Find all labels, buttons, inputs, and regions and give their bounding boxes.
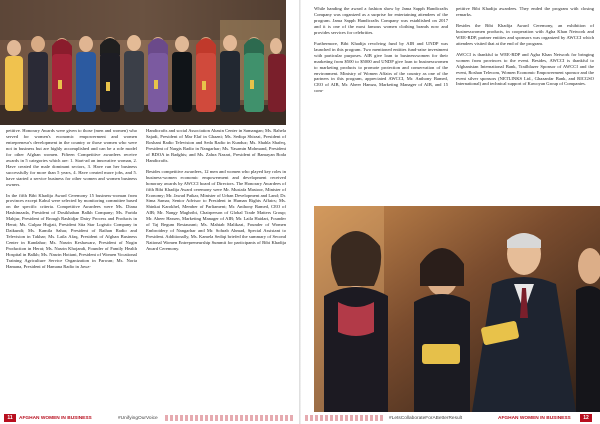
left-page: [0, 0, 299, 424]
paragraph: petitive Bibi Khadija awardees. They ended the program with closing remarks.: [456, 6, 594, 17]
right-column-1: [314, 6, 448, 99]
left-column-1: [6, 128, 137, 275]
hashtag: #UnifyingOurVoice: [118, 416, 158, 421]
right-page: [301, 0, 600, 424]
award-handover-photo: [314, 206, 600, 412]
left-footer: [0, 412, 299, 424]
hashtag: #LetsCollaborateForABetterResult: [389, 416, 463, 421]
footer-decoration: [165, 415, 295, 421]
paragraph: While handing the award a fashion show by Jama Sapph Handicrafts Company was organized as a surprise for entertaining attendees of the program. Jama Sapph Handicrafts Company was established on 2017 and it is one of the most famous women clothing brands now and provides services for celebrities.: [314, 6, 448, 35]
right-footer: [301, 412, 600, 424]
paragraph: Furthermore, Bibi Khadija revolving fund by AIB and UNDP was launched in this program. Two mentioned entities fund-raise investment with particular purposes. AIB give loan to businesswomen for their marketing from $500 to $5000 and UNDP give loan to businesswomen to marketing products to promote protection and conservation of the environment. Ministry of Women Affairs of the country as one of the partners in this program, appreciated AWCCI, Mr. Anthony Bamed, CEO of AIB, Mr. Abeer Hamza, Marketing Manager of AIB, and 15 com-: [314, 40, 448, 94]
paragraph: AWCCI is thankful to WEE-RDP and Agha Khan Network for bringing women from provinces to the event. Besides, AWCCI is thankful to Afghanistan International Bank, Trailblazer Sponsor of AWCCI and the event, Roshan Telecom, Women Economic Empowerment sponsor and the event silver sponsors (NETLINKS Ltd., Ghazanfar Bank, and RICGSO International) and technical support of Kawoyan Group of Companies.: [456, 51, 594, 87]
paragraph: petitive. Honorary Awards were given to those (men and women) who served for women's economic empowerment and women entrepreneur's development in the country or those women who were not in business but are highly accomplished and can be a role model for other Afghan women. Fifteen Competitive awardees receive awards in 5 categories which are: 1. Start-ad an innovative woman, 2. Have created the male dominant sectors, 3. Have run her business successfully for more than 5 years, 4. Have created more jobs, and 5. have started a service business for other women and women business owners.: [6, 128, 137, 187]
paragraph: Besides competitive awardees, 12 men and women who played key roles in business-women economic empowerment and development received honorary awards by AWCCI board of Directors. The Honorary Awardees of fifth Bibi Khadija Award ceremony were Mr. Mustafa Mastoor, Minister of Economy; Mr. Jawad Paikar, Minister of Urban Development and Land; Dr. Sima Samar, Senior Advisor to President in Human Rights Affairs; Ms. Shinkai Karokhel, Member of Parliament; Mr. Anthony Bamed, CEO of AIB; Mr. Nangy Maghribi, Chairperson of Global Trade Matters Group; Mr. Abeer Hassen, Marketing Manager of AIB; Mr. Laila Haidari, Founder of Taj Begum Restaurant; Ms. Mahtab Malikzai, Founder of Women Embroidery of Nangarhar and Mr. Sohrab Ahmad, Special Assistant to President. Additionally, Ms. Kamela Sediqi briefed the summary of Second National Women Entrepreneurship Summit for participants of Bibi Khadija Award Ceremony.: [146, 168, 286, 252]
page-number: 11: [4, 414, 16, 422]
paragraph: In the fifth Bibi Khadija Award Ceremony 15 business-woman from provinces except Kabul were selected by monitoring committee based on the specific criteria. Competitive Awardees were Ms. Diana Hashimzada, President of Dosikhaban Balkh Company; Ms. Farida Mahjur, President of Brough Rashidjar Dairy Process and Products in Herat; Ms. Gulpar Hujjati, President Sita Star Logistic Company in Daikundi; Ms. Kamila Sahar, President of Raihan Radio and Television in Takhar; Ms. Laila Afaq, President of Afghan Business Center in Kandahar; Ms. Nasrin Keshawarz, President of Nogin Production in Herat; Ms. Nasrin Khojandi, Founder of Family Health Hospital in Balkh; Ms. Nasrin Hotiani, President of Women Vocational Training Agriculture Service Organization in Parwan; Ms. Noria Hamana, President of Hamana Radio in Jawz-: [6, 192, 137, 269]
footer-decoration: [305, 415, 385, 421]
paragraph: Handicrafts and social Association Abasin Center in Samangan; Ms. Rahela Sajadi, President of Mar Elaf in Ghazni; Ms. Sediqa Shirzai, President of Roshani Radio Television and Seda Radio in Kunduz; Ms. Shahla Shafeq, President of Nargis Radio in Nangarhar; Ms. Yasamin Mohmand, President of BDOA in Badghis; and Ms. Zahra Nazari, President of Bamayan Boda Handicrafts.: [146, 128, 286, 163]
publication-title: AFGHAN WOMEN IN BUSINESS: [498, 416, 571, 421]
publication-title: AFGHAN WOMEN IN BUSINESS: [19, 416, 92, 421]
left-column-2: [146, 128, 286, 257]
award-group-photo: [0, 0, 286, 125]
paragraph: Besides the Bibi Khadija Award Ceremony, an exhibition of businesswomen products, in cooperation with Agha Khan Network and WEE-RDP, partner entities and sponsors was organized by AWCCI which attendees visited that at the end of the program.: [456, 22, 594, 46]
page-number: 12: [580, 414, 592, 422]
right-column-2: [456, 6, 594, 92]
